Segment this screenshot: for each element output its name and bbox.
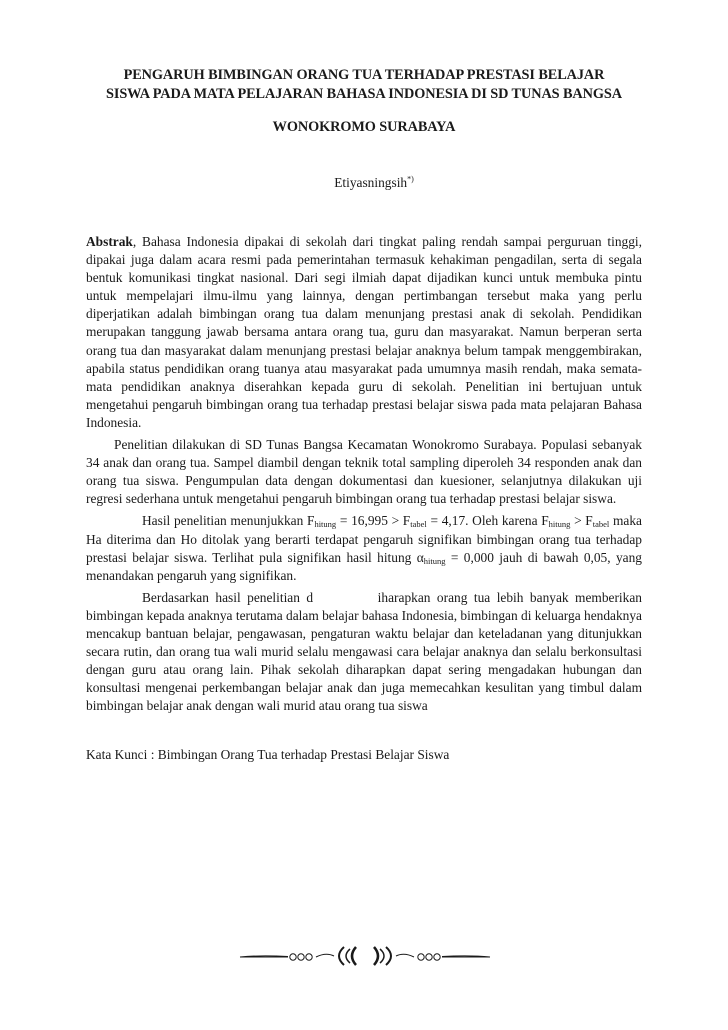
sub-hitung-1: hitung xyxy=(314,519,337,530)
author-name xyxy=(106,174,642,192)
p3-text-c: = 4,17. Oleh karena F xyxy=(426,513,549,529)
abstract-paragraph-3 xyxy=(86,512,642,584)
decorative-flourish-icon xyxy=(230,944,500,968)
p3-text-d: > F xyxy=(570,513,593,529)
p3-text-f: = 0,000 jauh di bawah 0,05, yang menandakan pengaruh yang signifikan. xyxy=(86,549,642,583)
sub-hitung-3: hitung xyxy=(423,555,446,566)
sub-tabel-2: tabel xyxy=(592,519,610,530)
p3-text-a: Hasil penelitian menunjukkan F xyxy=(142,513,315,529)
abstract-paragraph-4: Berdasarkan hasil penelitian d iharapkan orang tua lebih banyak memberikan bimbingan kepada anaknya terutama dalam belajar bahasa Indonesia, bimbingan di keluarga hendaknya mencakup bantuan belajar, pengawasan, pengaturan waktu belajar dan keteladanan yang ditunjukkan secara rutin, dan orang tua wali murid selalu mengawasi cara belajar anaknya dan selalu berkonsultasi dengan guru atau orang lain. Pihak sekolah diharapkan dapat sering mengadakan hubungan dan konsultasi mengenai perkembangan belajar anak dan juga memecahkan kesulitan yang timbul dalam bimbingan belajar anak dengan wali murid atau orang tua siswa xyxy=(86,589,646,714)
p3-text-b: = 16,995 > F xyxy=(336,513,411,529)
sub-hitung-2: hitung xyxy=(548,519,571,530)
keywords: Kata Kunci : Bimbingan Orang Tua terhadap Prestasi Belajar Siswa xyxy=(86,747,450,763)
author-footnote-mark: *) xyxy=(407,174,414,184)
paper-page xyxy=(86,66,646,764)
author-name-text: Etiyasningsih xyxy=(334,175,408,190)
title-line-3: WONOKROMO SURABAYA xyxy=(272,119,456,135)
title-line-2: SISWA PADA MATA PELAJARAN BAHASA INDONESIA DI SD TUNAS BANGSA xyxy=(106,86,622,102)
abstract-label: Abstrak xyxy=(86,234,133,249)
sub-tabel-1: tabel xyxy=(410,519,427,530)
title-line-1: PENGARUH BIMBINGAN ORANG TUA TERHADAP PRESTASI BELAJAR xyxy=(123,67,605,83)
p3-text-e: maka Ha diterima dan Ho ditolak yang berarti terdapat pengaruh signifikan bimbingan orang tua terhadap prestasi belajar siswa. Terlihat pula signifikan hasil hitung α xyxy=(86,513,642,565)
abstract-paragraph-1 xyxy=(86,233,642,432)
abstract-p1-text: , Bahasa Indonesia dipakai di sekolah dari tingkat paling rendah sampai perguruan tinggi, dipakai juga dalam acara resmi pada pemerintahan termasuk kehakiman pengadilan, serta di segala bentuk komunikasi tingkat nasional. Dari segi ilmiah dapat dijadikan kunci untuk membuka pintu untuk mempelajari ilmu-ilmu yang lainnya, dengan pertimbangan tersebut maka yang perlu diperjatikan adalah bimbingan orang tua dalam menunjang prestasi anak di sekolah. Pendidikan merupakan tanggung jawab bersama antara orang tua, guru dan masyarakat. Namun berperan serta orang tua dan masyarakat dalam menunjang prestasi belajar anaknya belum tampak menggembirakan, apabila status pendidikan orang tuanya atau masyarakat pada umumnya masih rendah, maka semata-mata pendidikan anaknya diserahkan kepada guru di sekolah. Penelitian ini bertujuan untuk mengetahui pengaruh bimbingan orang tua terhadap prestasi belajar siswa pada mata pelajaran Bahasa Indonesia. xyxy=(86,234,642,430)
abstract-paragraph-2: Penelitian dilakukan di SD Tunas Bangsa Kecamatan Wonokromo Surabaya. Populasi sebanyak 34 anak dan orang tua. Sampel diambil dengan teknik total sampling diperoleh 34 responden anak dan orang tua siswa. Pengumpulan data dengan dokumentasi dan kuesioner, selanjutnya dilakukan uji regresi sederhana untuk mengetahui pengaruh bimbingan orang tua terhadap prestasi belajar siswa. xyxy=(86,437,642,507)
